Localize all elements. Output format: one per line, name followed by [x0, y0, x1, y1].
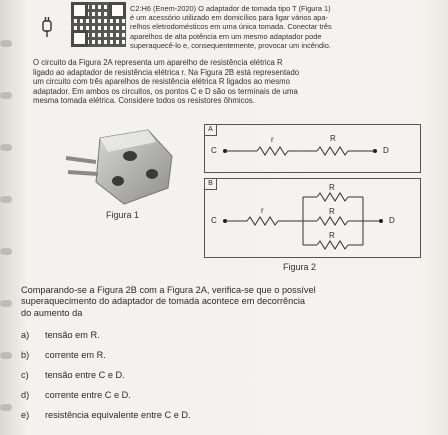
option-letter: e)	[21, 410, 30, 420]
header-line: aparelhos de alta potência em um mesmo adaptador pode	[130, 31, 322, 41]
resistor-r-label: r	[271, 135, 274, 144]
resistor-R-mid-label: R	[329, 207, 335, 216]
option-a[interactable]	[21, 330, 100, 340]
intro-line: adaptador. Em ambos os circuitos, os pontos C e D são os terminais de uma	[33, 86, 298, 96]
header-line: C2:H6 (Enem-2020) O adaptador de tomada tipo T (Figura 1)	[130, 4, 331, 13]
option-letter: d)	[21, 390, 30, 400]
circuit-2b	[204, 178, 421, 258]
option-letter: b)	[21, 350, 30, 360]
header-line: superaquecê-lo e, consequentemente, provocar um incêndio.	[130, 40, 331, 50]
option-letter: a)	[21, 330, 30, 340]
option-letter: c)	[21, 370, 29, 380]
node-d-label: D	[389, 216, 395, 225]
resistor-R-top-label: R	[329, 183, 335, 192]
option-text: tensão entre C e D.	[45, 370, 125, 380]
option-text: corrente em R.	[45, 350, 106, 360]
question-line: do aumento da	[21, 307, 83, 318]
qr-code[interactable]	[71, 2, 126, 47]
header-line: relhos eletrodomésticos em uma única tomada. Conectar três	[130, 22, 332, 32]
circuit-2a	[204, 124, 421, 173]
node-c-label: C	[211, 216, 217, 225]
option-c[interactable]	[21, 370, 125, 380]
node-c-label: C	[211, 146, 217, 155]
resistor-R-bottom-label: R	[329, 231, 335, 240]
intro-line: O circuito da Figura 2A representa um aparelho de resistência elétrica R	[33, 58, 283, 67]
panel-tag: A	[204, 124, 217, 136]
plug-adapter-image	[60, 126, 190, 212]
option-b[interactable]	[21, 350, 106, 360]
question-line: Comparando-se a Figura 2B com a Figura 2A, verifica-se que o possível	[21, 285, 316, 295]
intro-line: ligado ao adaptador de resistência elétrica r. Na Figura 2B está representado	[33, 67, 300, 77]
question-intro	[33, 58, 429, 106]
question-stem	[21, 285, 433, 319]
node-d-label: D	[383, 146, 389, 155]
figure2-caption: Figura 2	[283, 262, 317, 272]
panel-tag: B	[204, 178, 217, 190]
option-e[interactable]	[21, 410, 191, 420]
option-d[interactable]	[21, 390, 131, 400]
header-line: é um acessório utilizado em domicílios para ligar vários apa-	[130, 13, 328, 23]
figure1-caption: Figura 1	[106, 210, 140, 220]
resistor-R-label: R	[330, 134, 336, 143]
option-text: corrente entre C e D.	[45, 390, 131, 400]
plug-icon	[40, 16, 54, 38]
page-binding	[0, 0, 14, 435]
option-text: resistência equivalente entre C e D.	[45, 410, 191, 420]
option-text: tensão em R.	[45, 330, 100, 340]
resistor-r-label: r	[261, 206, 264, 215]
intro-line: mesma tomada elétrica. Considere todos os resistores ôhmicos.	[33, 96, 255, 106]
circuit-2b-diagram	[205, 179, 420, 257]
question-line: superaquecimento do adaptador de tomada acontece em decorrência	[21, 296, 305, 307]
intro-line: um circuito com três aparelhos de resistência elétrica R ligados ao mesmo	[33, 77, 290, 87]
question-header	[130, 4, 422, 50]
